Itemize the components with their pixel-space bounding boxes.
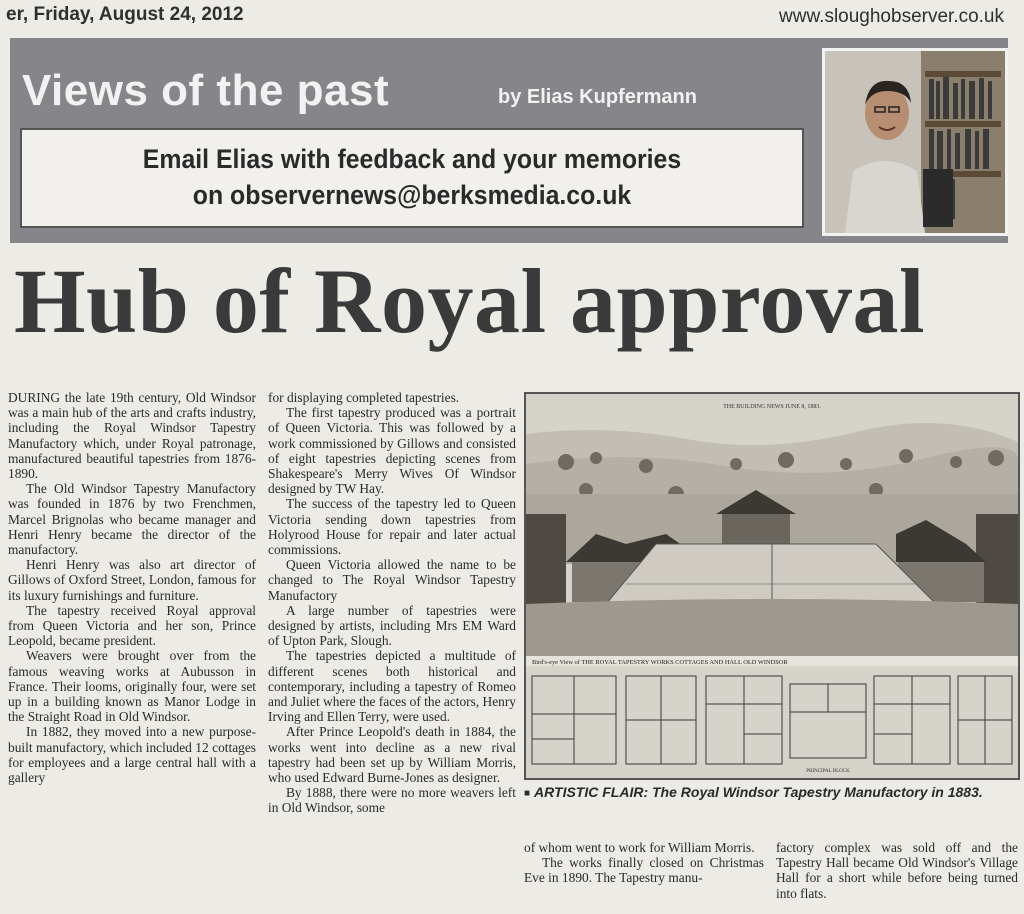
article-headline: Hub of Royal approval bbox=[14, 250, 926, 352]
paragraph: The Old Windsor Tapestry Manufactory was founded in 1876 by two Frenchmen, Marcel Brignolas who became manager and Henri Henry became the director of the manufactory. bbox=[8, 481, 256, 558]
plan-label: PRINCIPAL BLOCK bbox=[806, 769, 850, 774]
paragraph: Henri Henry was also art director of Gillows of Oxford Street, London, famous for its luxury furnishings and furniture. bbox=[8, 557, 256, 603]
paragraph: The works finally closed on Christmas Eve in 1890. The Tapestry manu- bbox=[524, 855, 764, 886]
paragraph: By 1888, there were no more weavers left in Old Windsor, some bbox=[268, 785, 516, 816]
article-column-4 bbox=[776, 840, 1018, 901]
paragraph: for displaying completed tapestries. bbox=[268, 390, 460, 405]
paragraph: Weavers were brought over from the famous weaving works at Aubusson in France. Their looms, originally four, were set up in a building known as Manor Lodge in the Straight Road in Old Windsor. bbox=[8, 648, 256, 725]
column-banner bbox=[10, 38, 1008, 243]
email-line-1: Email Elias with feedback and your memories bbox=[142, 144, 682, 174]
figure-caption bbox=[524, 784, 1016, 802]
article-column-3 bbox=[524, 840, 764, 886]
paragraph: The tapestries depicted a multitude of different scenes both historical and contemporary, including a tapestry of Romeo and Juliet where the faces of the actors, Henry Irving and Ellen Terry, were used. bbox=[268, 648, 516, 725]
banner-byline: by Elias Kupfermann bbox=[498, 86, 697, 108]
engraving-figure bbox=[524, 392, 1020, 780]
email-box bbox=[20, 128, 804, 228]
paragraph: The first tapestry produced was a portrait of Queen Victoria. This was followed by a work commissioned by Gillows and consisted of eight tapestries depicting scenes from Shakespeare's Merry Wives Of Windsor designed by TW Hay. bbox=[268, 405, 516, 497]
article-column-2 bbox=[268, 390, 516, 816]
caption-square-icon: ■ bbox=[524, 788, 531, 799]
engraving-top-label: THE BUILDING NEWS JUNE 8, 1883. bbox=[723, 404, 821, 410]
paragraph: A large number of tapestries were designed by artists, including Mrs EM Ward of Upton Park, Slough. bbox=[268, 602, 516, 649]
masthead-url: www.sloughobserver.co.uk bbox=[779, 6, 1004, 27]
author-photo-image bbox=[825, 51, 1005, 233]
masthead-date: er, Friday, August 24, 2012 bbox=[6, 4, 244, 25]
banner-title: Views of the past bbox=[22, 66, 390, 115]
paragraph: After Prince Leopold's death in 1884, the works went into decline as a new rival tapestry had been set up by William Morris, who used Edward Burne-Jones as designer. bbox=[268, 724, 516, 786]
paragraph: The success of the tapestry led to Queen Victoria sending down tapestries from Holyrood House for repair and later actual commissions. bbox=[268, 496, 516, 558]
article-column-1 bbox=[8, 390, 256, 785]
figure-caption-text: ARTISTIC FLAIR: The Royal Windsor Tapestry Manufactory in 1883. bbox=[534, 784, 983, 800]
engraving-image bbox=[526, 394, 1018, 778]
paragraph: factory complex was sold off and the Tapestry Hall became Old Windsor's Village Hall for a short while before being turned into flats. bbox=[776, 840, 1018, 901]
paragraph: of whom went to work for William Morris. bbox=[524, 840, 755, 855]
paragraph: In 1882, they moved into a new purpose-built manufactory, which included 12 cottages for employees and a large central hall with a gallery bbox=[8, 724, 256, 786]
author-photo bbox=[822, 48, 1008, 236]
email-line-2: on observernews@berksmedia.co.uk bbox=[192, 180, 632, 210]
paragraph: Queen Victoria allowed the name to be changed to The Royal Windsor Tapestry Manufactory bbox=[268, 557, 516, 603]
engraving-bottom-label: Bird's-eye View of THE ROYAL TAPESTRY WORKS COTTAGES AND HALL OLD WINDSOR bbox=[532, 659, 788, 666]
paragraph: DURING the late 19th century, Old Windsor was a main hub of the arts and crafts industry, including the Royal Windsor Tapestry Manufactory which, under Royal patronage, manufactured beautiful tapestries from 1876-1890. bbox=[8, 390, 256, 482]
paragraph: The tapestry received Royal approval from Queen Victoria and her son, Prince Leopold, became president. bbox=[8, 602, 256, 649]
